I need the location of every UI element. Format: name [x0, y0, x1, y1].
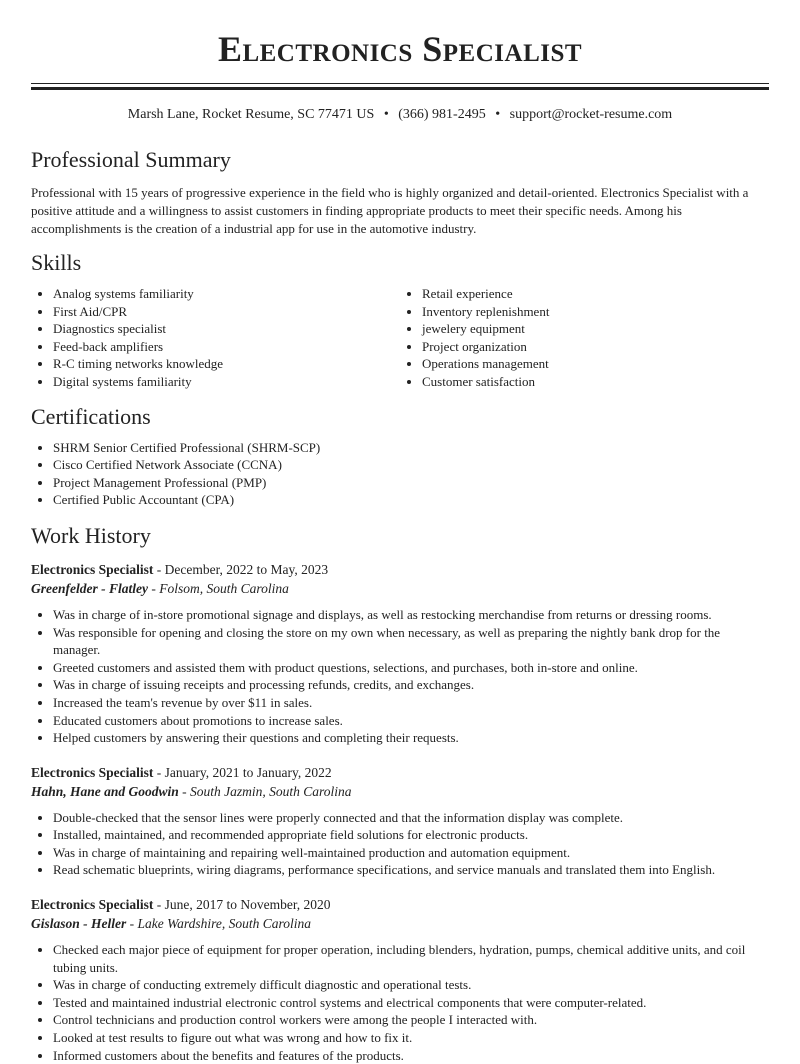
job-bullet: • Educated customers about promotions to increase sales.: [53, 712, 769, 730]
job-bullets: [31, 941, 769, 1064]
skill-item: • R-C timing networks knowledge: [53, 355, 400, 373]
section-heading: Skills: [31, 250, 82, 275]
candidate-name: Electronics Specialist: [217, 29, 583, 69]
job-dates: - January, 2021 to January, 2022: [153, 764, 332, 780]
skill-item: • Customer satisfaction: [422, 373, 769, 391]
job-bullet: • Installed, maintained, and recommended appropriate field solutions for electronic products.: [53, 826, 769, 844]
job-bullet: • Looked at test results to figure out what was wrong and how to fix it.: [53, 1029, 769, 1047]
skills-list-left: [31, 285, 400, 391]
job-title: Electronics Specialist: [31, 561, 154, 577]
contact-line: [31, 106, 769, 124]
certification-item: • Project Management Professional (PMP): [53, 474, 769, 492]
job-company: Hahn, Hane and Goodwin: [31, 783, 179, 799]
job-location: - Folsom, South Carolina: [147, 580, 289, 596]
skill-item: • Analog systems familiarity: [53, 285, 400, 303]
contact-phone: (366) 981-2495: [398, 107, 486, 122]
job-title-line: [31, 763, 769, 782]
job-company-line: [31, 579, 769, 598]
skill-item: • Feed-back amplifiers: [53, 338, 400, 356]
job-bullet: • Increased the team's revenue by over $11 in sales.: [53, 694, 769, 712]
job-bullet: • Was in charge of in-store promotional signage and displays, as well as restocking merchandise from returns or dressing rooms.: [53, 606, 769, 624]
job-title: Electronics Specialist: [31, 764, 154, 780]
job-bullet: • Informed customers about the benefits and features of the products.: [53, 1047, 769, 1064]
job-company: Greenfelder - Flatley: [31, 580, 148, 596]
header-divider: [31, 83, 769, 90]
skill-item: • Diagnostics specialist: [53, 320, 400, 338]
skills-grid: [31, 285, 769, 391]
job-dates: - June, 2017 to November, 2020: [153, 897, 331, 913]
summary-text: Professional with 15 years of progressive experience in the field who is highly organized and detail-oriented. Electronics Specialist with a positive attitude and a willingness to assist customers in finding appropriate products to meet their specific needs. Among his accomplishments is the creation of a industrial app for use in the automotive industry.: [31, 185, 749, 236]
skill-item: • Project organization: [422, 338, 769, 356]
job-company: Gislason - Heller: [31, 916, 127, 932]
job-bullet: • Was responsible for opening and closing the store on my own when necessary, as well as preparing the nightly bank drop for the manager.: [53, 624, 769, 659]
job-bullet: • Double-checked that the sensor lines were properly connected and that the information display was complete.: [53, 809, 769, 827]
certification-item: • Certified Public Accountant (CPA): [53, 491, 769, 509]
job-bullet: • Helped customers by answering their questions and completing their requests.: [53, 729, 769, 747]
job-title: Electronics Specialist: [31, 897, 154, 913]
resume-header: [31, 0, 769, 124]
work-history-section: [31, 523, 769, 1064]
job-bullet: • Was in charge of conducting extremely difficult diagnostic and operational tests.: [53, 976, 769, 994]
job-entry: [31, 763, 769, 879]
bullet-separator: •: [383, 107, 389, 122]
section-heading: Professional Summary: [31, 147, 231, 172]
job-bullets: [31, 606, 769, 747]
section-heading: Certifications: [31, 403, 151, 429]
job-entry: [31, 895, 769, 1064]
certifications-section: [31, 404, 769, 509]
job-bullet: • Tested and maintained industrial electronic control systems and electrical components that were computer-related.: [53, 994, 769, 1012]
job-bullet: • Read schematic blueprints, wiring diagrams, performance specifications, and service manuals and translated them into English.: [53, 861, 769, 879]
job-bullet: • Greeted customers and assisted them with product questions, selections, and purchases, both in-store and online.: [53, 659, 769, 677]
job-bullet: • Checked each major piece of equipment for proper operation, including blenders, hydration, pumps, chemical additive units, and coil tubing units.: [53, 941, 769, 976]
job-dates: - December, 2022 to May, 2023: [153, 561, 329, 577]
certification-item: • SHRM Senior Certified Professional (SHRM-SCP): [53, 439, 769, 457]
certifications-list: [31, 439, 769, 509]
job-title-line: [31, 560, 769, 579]
job-company-line: [31, 782, 769, 801]
job-bullet: • Was in charge of maintaining and repairing well-maintained production and automation equipment.: [53, 844, 769, 862]
bullet-separator: •: [495, 107, 501, 122]
professional-summary-section: [31, 147, 769, 238]
skill-item: • Inventory replenishment: [422, 303, 769, 321]
skill-item: • jewelery equipment: [422, 320, 769, 338]
job-entry: [31, 560, 769, 747]
job-bullet: • Control technicians and production control workers were among the people I interacted with.: [53, 1011, 769, 1029]
skills-list-right: [400, 285, 769, 391]
section-heading: Work History: [31, 522, 151, 548]
contact-address: Marsh Lane, Rocket Resume, SC 77471 US: [127, 107, 375, 122]
skill-item: • Operations management: [422, 355, 769, 373]
job-bullet: • Was in charge of issuing receipts and processing refunds, credits, and exchanges.: [53, 676, 769, 694]
job-location: - South Jazmin, South Carolina: [178, 783, 352, 799]
skill-item: • First Aid/CPR: [53, 303, 400, 321]
skill-item: • Digital systems familiarity: [53, 373, 400, 391]
job-company-line: [31, 914, 769, 933]
skills-section: [31, 250, 769, 391]
contact-email[interactable]: support@rocket-resume.com: [509, 107, 673, 122]
job-location: - Lake Wardshire, South Carolina: [126, 916, 312, 932]
job-bullets: [31, 809, 769, 879]
job-title-line: [31, 895, 769, 914]
certification-item: • Cisco Certified Network Associate (CCNA): [53, 456, 769, 474]
skill-item: • Retail experience: [422, 285, 769, 303]
